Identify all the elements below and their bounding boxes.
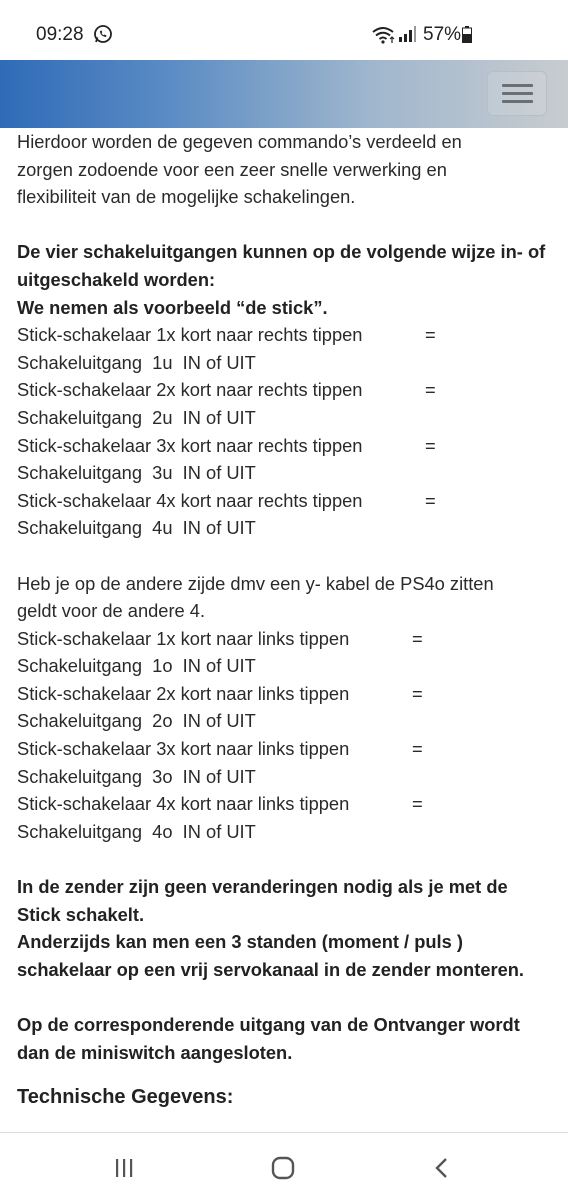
left-row-result: Schakeluitgang 4o IN of UIT	[17, 820, 256, 842]
bold-intro-line: De vier schakeluitgangen kunnen op de volgende wijze in- of	[17, 241, 546, 263]
equals-sign: =	[425, 379, 436, 401]
left-row-result: Schakeluitgang 2o IN of UIT	[17, 710, 256, 732]
other-side-line: geldt voor de andere 4.	[17, 600, 206, 622]
equals-sign: =	[425, 324, 436, 346]
article-content	[17, 128, 557, 1132]
right-row-action: Stick-schakelaar 2x kort naar rechts tippen =	[17, 376, 557, 404]
battery-percentage: 57%	[423, 24, 462, 45]
left-row-action: Stick-schakelaar 2x kort naar links tippen =	[17, 680, 557, 708]
right-row-action: Stick-schakelaar 4x kort naar rechts tippen =	[17, 487, 557, 515]
wifi-icon	[371, 25, 395, 45]
battery-icon	[462, 26, 472, 43]
system-nav-bar	[0, 1132, 568, 1201]
hamburger-icon-bar	[502, 92, 533, 95]
bold-intro-line: We nemen als voorbeeld “de stick”.	[17, 296, 328, 318]
equals-sign: =	[412, 627, 423, 649]
intro-line: zorgen zodoende voor een zeer snelle verwerking en	[17, 158, 447, 180]
home-icon[interactable]	[263, 1153, 303, 1183]
bold-intro-line: uitgeschakeld worden:	[17, 268, 216, 290]
recent-apps-icon[interactable]	[104, 1153, 144, 1183]
zender-line: In de zender zijn geen veranderingen nodig als je met de	[17, 876, 508, 898]
whatsapp-icon	[93, 24, 113, 44]
right-row-action: Stick-schakelaar 3x kort naar rechts tippen =	[17, 432, 557, 460]
left-row-action: Stick-schakelaar 4x kort naar links tippen =	[17, 790, 557, 818]
intro-line: Hierdoor worden de gegeven commando’s verdeeld en	[17, 131, 462, 152]
right-row-result: Schakeluitgang 3u IN of UIT	[17, 462, 256, 484]
equals-sign: =	[425, 489, 436, 511]
equals-sign: =	[412, 793, 423, 815]
status-time: 09:28	[36, 24, 84, 45]
right-row-result: Schakeluitgang 1u IN of UIT	[17, 351, 256, 373]
other-side-line: Heb je op de andere zijde dmv een y- kabel de PS4o zitten	[17, 572, 494, 594]
hamburger-icon	[502, 84, 533, 87]
back-icon[interactable]	[422, 1153, 462, 1183]
zender-line: schakelaar op een vrij servokanaal in de zender monteren.	[17, 958, 525, 980]
left-row-result: Schakeluitgang 3o IN of UIT	[17, 765, 256, 787]
right-row-action: Stick-schakelaar 1x kort naar rechts tippen =	[17, 321, 557, 349]
intro-line: flexibiliteit van de mogelijke schakelingen.	[17, 186, 356, 208]
left-row-action: Stick-schakelaar 3x kort naar links tippen =	[17, 735, 557, 763]
hamburger-icon-bar	[502, 100, 533, 103]
zender-line: Stick schakelt.	[17, 903, 145, 925]
signal-icon	[398, 25, 416, 43]
equals-sign: =	[425, 434, 436, 456]
site-header	[0, 60, 568, 128]
left-row-action: Stick-schakelaar 1x kort naar links tippen =	[17, 625, 557, 653]
menu-button[interactable]	[487, 71, 547, 116]
equals-sign: =	[412, 682, 423, 704]
zender-line: Anderzijds kan men een 3 standen (moment / puls )	[17, 931, 463, 953]
right-row-result: Schakeluitgang 2u IN of UIT	[17, 406, 256, 428]
equals-sign: =	[412, 738, 423, 760]
status-bar	[0, 0, 568, 60]
left-row-result: Schakeluitgang 1o IN of UIT	[17, 655, 256, 677]
ontvanger-line: dan de miniswitch aangesloten.	[17, 1041, 293, 1063]
section-heading: Technische Gegevens:	[17, 1086, 234, 1109]
right-row-result: Schakeluitgang 4u IN of UIT	[17, 517, 256, 539]
ontvanger-line: Op de corresponderende uitgang van de Ontvanger wordt	[17, 1014, 520, 1035]
